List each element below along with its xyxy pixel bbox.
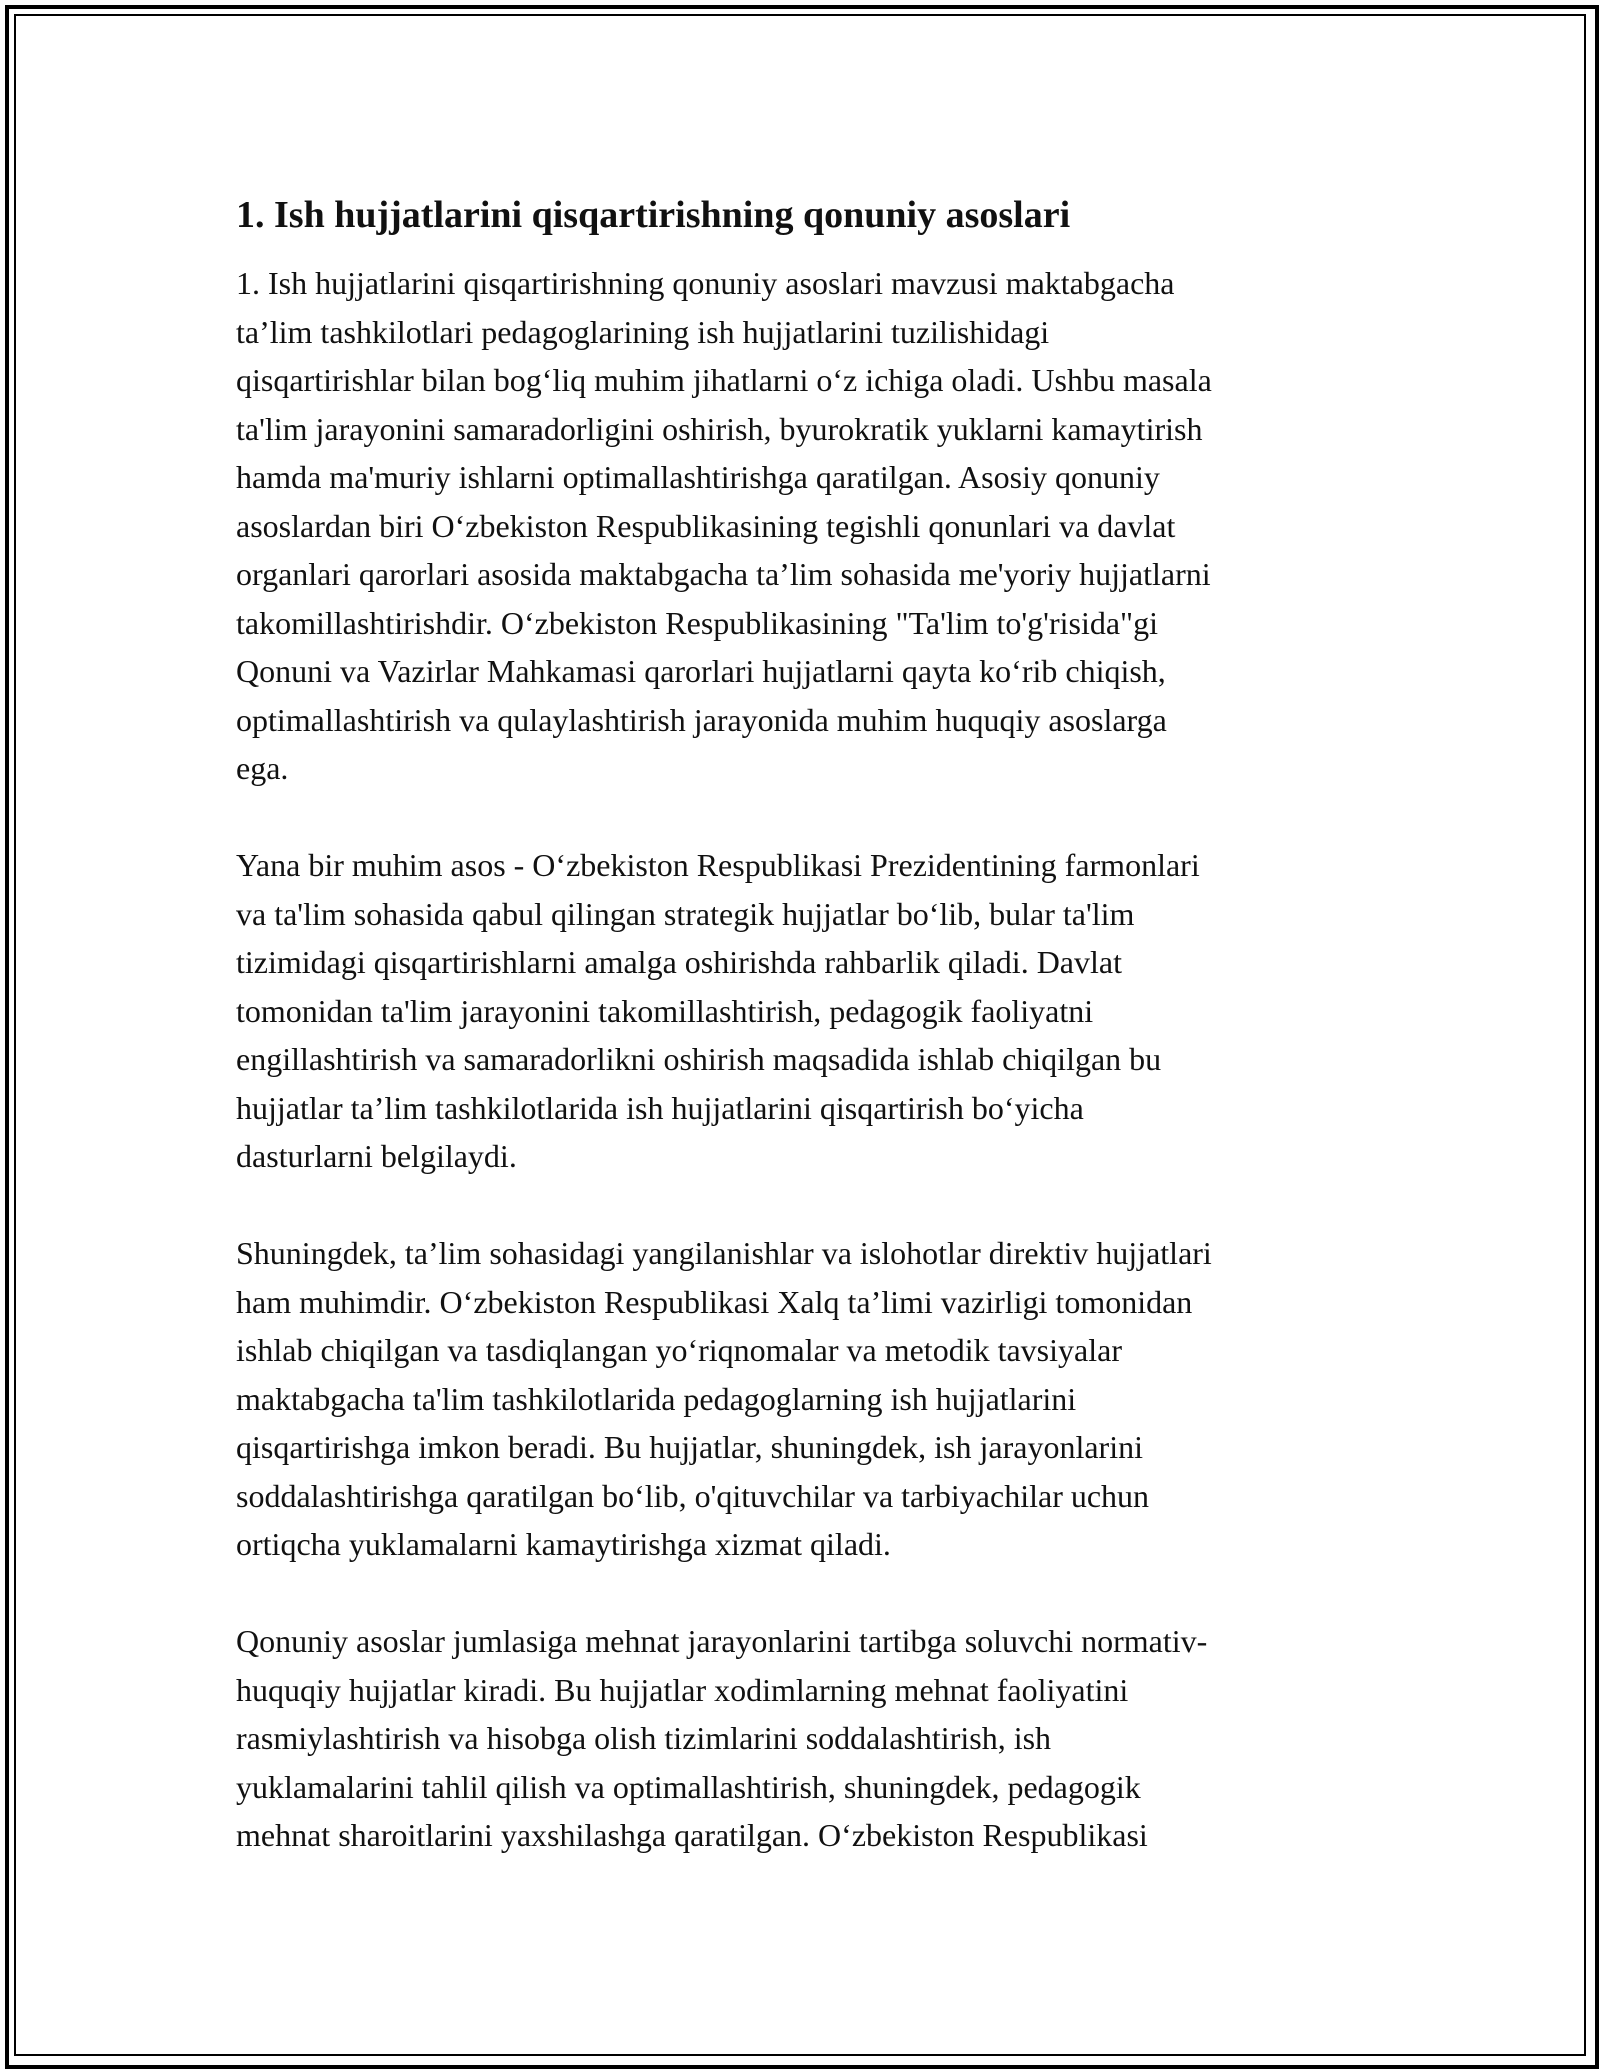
text-line: ega.: [236, 750, 289, 786]
text-line: maktabgacha ta'lim tashkilotlarida pedagoglarning ish hujjatlarini: [236, 1380, 1077, 1417]
text-line: Qonuni va Vazirlar Mahkamasi qarorlari hujjatlarni qayta ko‘rib chiqish,: [236, 653, 1166, 689]
text-line: yuklamalarini tahlil qilish va optimallashtirish, shuningdek, pedagogik: [236, 1768, 1141, 1805]
text-line: Qonuniy asoslar jumlasiga mehnat jarayonlarini tartibga soluvchi normativ-: [236, 1623, 1208, 1659]
text-line: mehnat sharoitlarini yaxshilashga qaratilgan. O‘zbekiston Respublikasi: [236, 1817, 1148, 1853]
text-line: tizimidagi qisqartirishlarni amalga oshirishda rahbarlik qiladi. Davlat: [236, 944, 1122, 980]
text-line: 1. Ish hujjatlarini qisqartirishning qonuniy asoslari mavzusi maktabgacha: [236, 265, 1175, 301]
text-line: ortiqcha yuklamalarni kamaytirishga xizmat qiladi.: [236, 1526, 891, 1562]
paragraph: [236, 259, 1371, 793]
text-line: asoslardan biri O‘zbekiston Respublikasining tegishli qonunlari va davlat: [236, 507, 1176, 544]
text-line: takomillashtirishdir. O‘zbekiston Respublikasining "Ta'lim to'g'risida"gi: [236, 604, 1158, 641]
text-line: ta’lim tashkilotlari pedagoglarining ish hujjatlarini tuzilishidagi: [236, 313, 1050, 350]
text-line: ishlab chiqilgan va tasdiqlangan yo‘riqnomalar va metodik tavsiyalar: [236, 1332, 1122, 1368]
text-line: hamda ma'muriy ishlarni optimallashtirishga qaratilgan. Asosiy qonuniy: [236, 459, 1160, 495]
text-line: qisqartirishga imkon beradi. Bu hujjatlar, shuningdek, ish jarayonlarini: [236, 1429, 1143, 1465]
text-line: va ta'lim sohasida qabul qilingan strategik hujjatlar bo‘lib, bular ta'lim: [236, 895, 1135, 932]
text-line: organlari qarorlari asosida maktabgacha ta’lim sohasida me'yoriy hujjatlarni: [236, 556, 1211, 592]
paragraph: [236, 841, 1371, 1181]
text-line: hujjatlar ta’lim tashkilotlarida ish hujjatlarini qisqartirish bo‘yicha: [236, 1089, 1084, 1126]
text-line: Yana bir muhim asos - O‘zbekiston Respublikasi Prezidentining farmonlari: [236, 847, 1200, 883]
paragraph: [236, 1229, 1371, 1569]
paragraphs-container: [236, 259, 1371, 1860]
text-line: qisqartirishlar bilan bog‘liq muhim jihatlarni o‘z ichiga oladi. Ushbu masala: [236, 362, 1212, 398]
text-line: ta'lim jarayonini samaradorligini oshirish, byurokratik yuklarni kamaytirish: [236, 410, 1203, 447]
paragraph: [236, 1617, 1371, 1860]
text-line: soddalashtirishga qaratilgan bo‘lib, o'qituvchilar va tarbiyachilar uchun: [236, 1477, 1150, 1514]
text-line: dasturlarni belgilaydi.: [236, 1138, 517, 1174]
section-heading: 1. Ish hujjatlarini qisqartirishning qonuniy asoslari: [236, 194, 1071, 236]
text-line: rasmiylashtirish va hisobga olish tizimlarini soddalashtirish, ish: [236, 1720, 1052, 1756]
text-line: ham muhimdir. O‘zbekiston Respublikasi Xalq ta’limi vazirligi tomonidan: [236, 1283, 1193, 1320]
text-line: engillashtirish va samaradorlikni oshirish maqsadida ishlab chiqilgan bu: [236, 1041, 1162, 1077]
text-line: Shuningdek, ta’lim sohasidagi yangilanishlar va islohotlar direktiv hujjatlari: [236, 1235, 1212, 1271]
text-line: optimallashtirish va qulaylashtirish jarayonida muhim huquqiy asoslarga: [236, 701, 1167, 738]
text-line: huquqiy hujjatlar kiradi. Bu hujjatlar xodimlarning mehnat faoliyatini: [236, 1671, 1129, 1708]
document-body: [236, 185, 1371, 1908]
text-line: tomonidan ta'lim jarayonini takomillashtirish, pedagogik faoliyatni: [236, 992, 1094, 1029]
